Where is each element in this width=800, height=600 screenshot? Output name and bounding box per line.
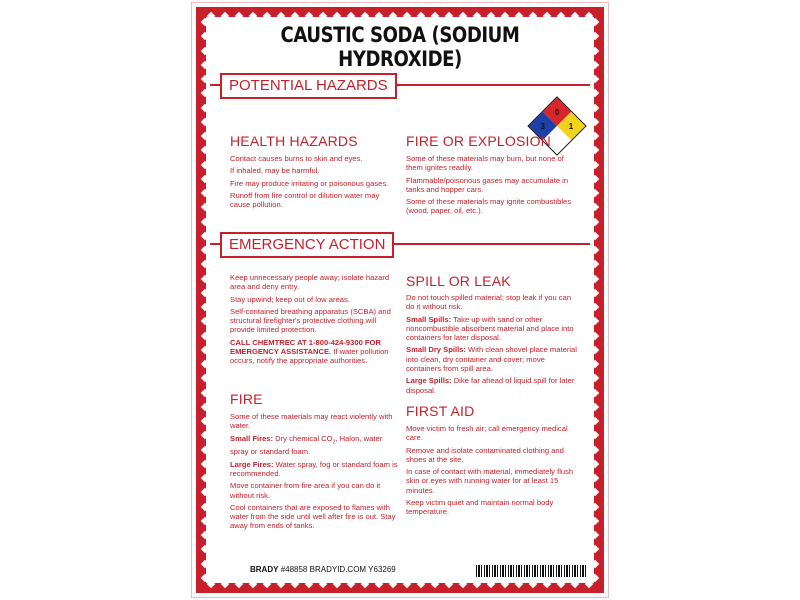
border-diamond [591, 403, 599, 411]
border-diamond [201, 75, 209, 83]
border-diamond [591, 460, 599, 468]
border-diamond [201, 303, 209, 311]
safety-sign [191, 2, 609, 598]
border-diamond [201, 246, 209, 254]
border-diamond [201, 232, 209, 240]
border-diamond [201, 388, 209, 396]
border-diamond [557, 580, 565, 588]
border-diamond [305, 580, 313, 588]
footer-meta: BRADY #48858 BRADYID.COM Y63269 [250, 565, 396, 574]
border-diamond [201, 89, 209, 97]
border-diamond [235, 12, 243, 20]
border-diamond [221, 12, 229, 20]
border-diamond [571, 12, 579, 20]
border-diamond [591, 75, 599, 83]
border-diamond [201, 61, 209, 69]
sign-title: CAUSTIC SODA (SODIUM HYDROXIDE) [280, 23, 520, 71]
border-diamond [591, 203, 599, 211]
health-hazards-text: Contact causes burns to skin and eyes. If inhaled, may be harmful. Fire may produce irritating or poisonous gases. Runoff from fire control or dilution water may cause pollution. [230, 154, 389, 210]
border-diamond [201, 160, 209, 168]
border-diamond [529, 12, 537, 20]
border-diamond [333, 580, 341, 588]
border-diamond [201, 445, 209, 453]
border-diamond [263, 580, 271, 588]
border-diamond [591, 260, 599, 268]
fire-heading: FIRE [230, 391, 263, 407]
border-diamond [591, 317, 599, 325]
border-diamond [591, 18, 599, 26]
fire-text: Some of these materials may react violently with water. Small Fires: Dry chemical $CO_2$, Halon, water spray or standard foam. Large Fires: Water spray, fog or standard foam is recommended. Move container from fire area if you can do it without risk. Cool containers that are exposed to flames with water from the side until well after fire is out. Stay away from ends of tanks. [230, 412, 398, 531]
border-diamond [591, 374, 599, 382]
border-diamond [571, 580, 579, 588]
border-diamond [431, 12, 439, 20]
nfpa-reactivity: 1 [557, 112, 585, 140]
border-diamond [291, 580, 299, 588]
border-diamond [201, 118, 209, 126]
border-diamond [201, 189, 209, 197]
border-diamond [591, 175, 599, 183]
border-diamond [591, 445, 599, 453]
border-diamond [591, 232, 599, 240]
first-aid-text: Move victim to fresh air; call emergency medical care. Remove and isolate contaminated clothing and shoes at the site. In case of contact with material, immediately flush skin or eyes with running water for at least 15 minutes. Keep victim quiet and maintain normal body temperature. [406, 424, 574, 517]
border-diamond [249, 12, 257, 20]
fire-explosion-text: Some of these materials may burn, but none of them ignites readily. Flammable/poisonous gases may accumulate in tanks and hopper cars. Some of these materials may ignite combustibles (wood, paper, oil, etc.). [406, 154, 572, 216]
border-diamond [591, 388, 599, 396]
border-diamond [591, 274, 599, 282]
border-diamond [591, 474, 599, 482]
border-diamond [591, 103, 599, 111]
border-diamond [515, 12, 523, 20]
border-diamond [201, 502, 209, 510]
border-diamond [201, 559, 209, 567]
border-diamond [291, 12, 299, 20]
border-diamond [591, 502, 599, 510]
border-diamond [201, 545, 209, 553]
border-diamond [201, 574, 209, 582]
border-diamond [591, 303, 599, 311]
border-diamond [529, 580, 537, 588]
health-hazards-heading: HEALTH HAZARDS [230, 133, 358, 149]
border-diamond [591, 32, 599, 40]
border-diamond [201, 417, 209, 425]
diamond-row-bottom [204, 577, 596, 591]
border-diamond [201, 132, 209, 140]
border-diamond [201, 289, 209, 297]
border-diamond [591, 346, 599, 354]
border-diamond [201, 46, 209, 54]
fire-explosion-heading: FIRE OR EXPLOSION [406, 133, 551, 149]
border-diamond [543, 12, 551, 20]
border-diamond [277, 12, 285, 20]
border-diamond [403, 580, 411, 588]
border-diamond [591, 431, 599, 439]
border-diamond [501, 12, 509, 20]
border-diamond [445, 580, 453, 588]
border-diamond [389, 580, 397, 588]
nfpa-flammability: 0 [543, 98, 571, 126]
border-diamond [201, 260, 209, 268]
diamond-row-right [588, 15, 602, 585]
border-diamond [591, 246, 599, 254]
border-diamond [591, 531, 599, 539]
brady-logo: BRADY [250, 565, 279, 574]
border-diamond [515, 580, 523, 588]
border-diamond [201, 203, 209, 211]
border-diamond [201, 103, 209, 111]
border-diamond [201, 331, 209, 339]
border-diamond [591, 118, 599, 126]
border-diamond [375, 12, 383, 20]
border-diamond [591, 189, 599, 197]
border-diamond [591, 517, 599, 525]
border-diamond [591, 160, 599, 168]
border-diamond [591, 146, 599, 154]
border-diamond [591, 331, 599, 339]
border-diamond [591, 574, 599, 582]
border-diamond [375, 580, 383, 588]
spill-leak-heading: SPILL OR LEAK [406, 273, 511, 289]
border-diamond [417, 12, 425, 20]
border-diamond [445, 12, 453, 20]
border-diamond [201, 403, 209, 411]
border-diamond [319, 12, 327, 20]
border-diamond [201, 274, 209, 282]
border-diamond [201, 374, 209, 382]
border-diamond [361, 12, 369, 20]
nfpa-health: 3 [529, 112, 557, 140]
border-diamond [591, 488, 599, 496]
border-diamond [201, 317, 209, 325]
border-diamond [201, 517, 209, 525]
border-diamond [473, 580, 481, 588]
border-diamond [361, 580, 369, 588]
border-diamond [277, 580, 285, 588]
border-diamond [543, 580, 551, 588]
border-diamond [487, 580, 495, 588]
sign-content [210, 21, 590, 579]
border-diamond [459, 12, 467, 20]
spill-leak-text: Do not touch spilled material; stop leak if you can do it without risk. Small Spills: Take up with sand or other noncombustible absorbent material and place into containers for later disposal. Small Dry Spills: With clean shovel place material into clean, dry container and cover; move containers from spill area. Large Spills: Dike far ahead of liquid spill for later disposal. [406, 293, 577, 395]
border-diamond [487, 12, 495, 20]
potential-hazards-banner [210, 73, 590, 97]
border-diamond [305, 12, 313, 20]
border-diamond [201, 18, 209, 26]
border-diamond [201, 32, 209, 40]
border-diamond [591, 46, 599, 54]
border-diamond [201, 360, 209, 368]
emergency-action-banner [210, 232, 590, 256]
emergency-action-label: EMERGENCY ACTION [220, 232, 394, 258]
border-diamond [263, 12, 271, 20]
border-diamond [201, 217, 209, 225]
first-aid-heading: FIRST AID [406, 403, 475, 419]
border-diamond [591, 132, 599, 140]
potential-hazards-label: POTENTIAL HAZARDS [220, 73, 397, 99]
border-diamond [591, 89, 599, 97]
sign-footer [210, 563, 590, 577]
border-diamond [591, 417, 599, 425]
border-diamond [417, 580, 425, 588]
border-diamond [431, 580, 439, 588]
border-diamond [201, 346, 209, 354]
border-diamond [347, 580, 355, 588]
border-diamond [201, 488, 209, 496]
border-diamond [591, 545, 599, 553]
border-diamond [501, 580, 509, 588]
border-diamond [459, 580, 467, 588]
border-diamond [201, 531, 209, 539]
border-diamond [333, 12, 341, 20]
border-diamond [201, 474, 209, 482]
border-diamond [389, 12, 397, 20]
border-diamond [201, 431, 209, 439]
border-diamond [201, 146, 209, 154]
border-diamond [319, 580, 327, 588]
border-diamond [249, 580, 257, 588]
border-diamond [591, 217, 599, 225]
border-diamond [221, 580, 229, 588]
border-diamond [473, 12, 481, 20]
border-diamond [347, 12, 355, 20]
border-diamond [591, 61, 599, 69]
border-diamond [557, 12, 565, 20]
barcode-icon [476, 565, 588, 577]
border-diamond [591, 360, 599, 368]
border-diamond [403, 12, 411, 20]
border-diamond [591, 289, 599, 297]
border-diamond [201, 175, 209, 183]
border-diamond [591, 559, 599, 567]
border-diamond [235, 580, 243, 588]
border-diamond [201, 460, 209, 468]
emergency-text: Keep unnecessary people away; isolate hazard area and deny entry. Stay upwind; keep out of low areas. Self-contained breathing apparatus (SCBA) and structural firefighter's protective clothing will provide limited protection. CALL CHEMTREC AT 1-800-424-9300 FOR EMERGENCY ASSISTANCE. If water pollution occurs, notify the appropriate authorities. [230, 273, 391, 366]
